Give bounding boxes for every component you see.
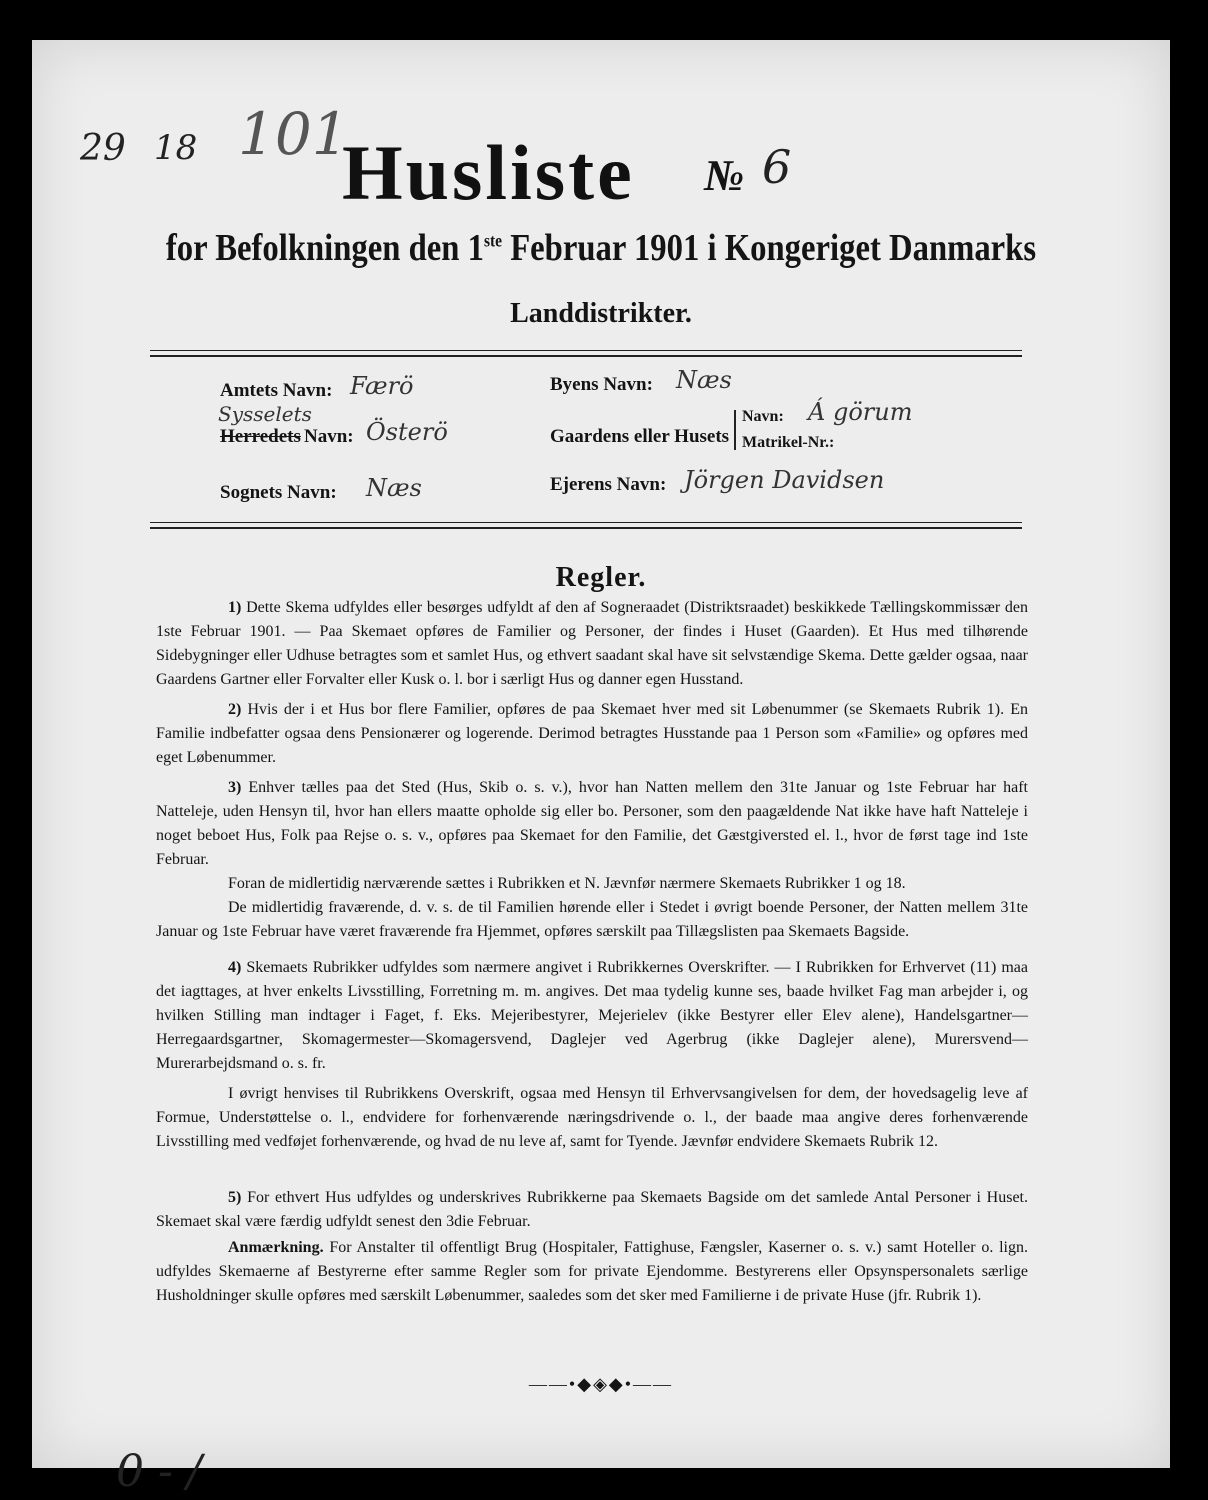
herred-value: Österö: [366, 418, 448, 446]
rule-3-text: Enhver tælles paa det Sted (Hus, Skib o. s. v.), hvor han Natten mellem den 31te Januar og 1ste Februar har haft Natteleje, uden Hensyn til, hvor han ellers maatte opholde sig eller bo. Personer, som den paagældende Nat ikke have haft Natteleje i noget beboet Hus, Folk paa Rejse o. s. v., opføres paa Skemaet for den Familie, det Gæstgiversted el. l., hvor de først tage ind 1ste Februar.: [156, 779, 1028, 868]
bracket: [734, 410, 736, 450]
divider-top: [150, 350, 1022, 357]
document-page: [32, 40, 1170, 1497]
rule-4: [156, 956, 1028, 1076]
subtitle: [112, 226, 1091, 270]
rule-5-text: For ethvert Hus udfyldes og underskrives Rubrikkerne paa Skemaets Bagside om det samlede Antal Personer i Huset. Skemaet skal være færdig udfyldt senest den 3die Februar.: [156, 1189, 1028, 1230]
rules-title: Regler.: [555, 562, 647, 593]
rule-4b: I øvrigt henvises til Rubrikkens Overskrift, ogsaa med Hensyn til Erhvervsangivelsen for dem, der hovedsagelig leve af Formue, Understøttelse o. l., endvidere for forhenværende næringsdrivende o. l., der baade maa angive deres forhenværende Livsstilling med vedføjet forhenværende, og hvad de nu leve af, samt for Tyende. Jævnfør endvidere Skemaets Rubrik 12.: [156, 1085, 1028, 1150]
reference-number-left: 29: [80, 128, 126, 169]
remark-heading: Anmærkning.: [228, 1239, 324, 1256]
rule-2-number: 2): [228, 701, 242, 718]
ornament-divider: ——•◆◈◆•——: [528, 1374, 674, 1394]
rule-3b: Foran de midlertidig nærværende sættes i Rubrikken et N. Jævnfør nærmere Skemaets Rubrikker 1 og 18.: [228, 875, 906, 892]
reference-number-mid: 18: [154, 128, 198, 168]
rule-3: [156, 776, 1028, 872]
herred-suffix: Navn:: [304, 426, 354, 447]
page-title: Husliste: [342, 129, 635, 216]
rule-1-number: 1): [228, 599, 242, 616]
gaard-label: Gaardens eller Husets: [550, 426, 730, 447]
rule-2-text: Hvis der i et Hus bor flere Familier, opføres de paa Skemaet hver med sit Løbenummer (se Skemaets Rubrik 1). En Familie indbefatter ogsaa dens Pensionærer og logerende. Derimod betragtes Husstande paa 1 Person som «Familie» og opføres med eget Løbenummer.: [156, 701, 1028, 766]
subtitle-sup: ste: [483, 230, 503, 251]
syssel-overwrite: Sysselets: [218, 402, 312, 426]
by-value: Næs: [676, 366, 732, 394]
rule-5: [156, 1186, 1028, 1234]
number-value: 6: [762, 140, 792, 194]
sogn-label: Sognets Navn:: [220, 482, 337, 503]
remark: [156, 1236, 1028, 1308]
remark-text: For Anstalter til offentligt Brug (Hospitaler, Fattighuse, Fængsler, Kaserner o. s. v.) samt Hoteller o. lign. udfyldes Skemaerne af Bestyrerne efter samme Regler som for private Ejendomme. Bestyrerens eller Opsynspersonalets særlige Husholdninger skulle opføres med særskilt Løbenummer, saaledes som det sker med Familierne i de private Huse (jfr. Rubrik 1).: [156, 1239, 1028, 1304]
bottom-handwritten-mark: 0 - /: [116, 1446, 202, 1497]
rule-4-text: Skemaets Rubrikker udfyldes som nærmere angivet i Rubrikkernes Overskrifter. — I Rubrikken for Erhvervet (11) maa det iagttages, at hver enkelts Livsstilling, Forretning m. m. angives. Det maa tydelig kunne ses, baade hvilket Fag man arbejder i, og hvilken Stilling man indtager i Faget, f. Eks. Mejeribestyrer, Mejerielev (ikke Bestyrer eller Elev alene), Handelsgartner—Herregaardsgartner, Skomagermester—Skomagersvend, Daglejer ved Agerbrug (ikke Daglejer alene), Murersvend—Murerarbejdsmand o. s. fr.: [156, 959, 1028, 1072]
ejer-label: Ejerens Navn:: [550, 474, 667, 495]
amt-label: Amtets Navn:: [220, 380, 333, 401]
navn-value: Á görum: [808, 398, 913, 426]
subtitle-district: Landdistrikter.: [510, 298, 692, 329]
rule-1: [156, 596, 1028, 692]
subtitle-pre: for Befolkningen den 1: [165, 227, 484, 269]
subtitle-post: Februar 1901 i Kongeriget Danmarks: [502, 227, 1037, 269]
sogn-value: Næs: [366, 474, 422, 502]
herred-label: Herredets: [220, 426, 301, 447]
rule-3-number: 3): [228, 779, 242, 796]
reference-number-right: 101: [238, 100, 349, 168]
rule-3c: De midlertidig fraværende, d. v. s. de til Familien hørende eller i Stedet i øvrigt boende Personer, der Natten mellem 31te Januar og 1ste Februar have været fraværende fra Hjemmet, opføres særskilt paa Tillægslisten paa Skemaets Bagside.: [156, 899, 1028, 940]
amt-value: Færö: [350, 372, 414, 400]
divider-bottom: [150, 522, 1022, 529]
by-label: Byens Navn:: [550, 374, 653, 395]
rule-1-text: Dette Skema udfyldes eller besørges udfyldt af den af Sogneraadet (Distriktsraadet) beskikkede Tællingskommissær den 1ste Februar 1901. — Paa Skemaet opføres de Familier og Personer, der findes i Huset (Gaarden). Et Hus med tilhørende Sidebygninger eller Udhuse betragtes som et samlet Hus, og ethvert saadant skal have sit selvstændige Skema. Dette gælder ogsaa, naar Gaardens Gartner eller Forvalter eller Kusk o. l. bor i særligt Hus og danner egen Husstand.: [156, 599, 1028, 688]
matrikel-label: Matrikel-Nr.:: [742, 434, 835, 451]
navn-label: Navn:: [742, 408, 784, 425]
ejer-value: Jörgen Davidsen: [684, 466, 885, 494]
rule-5-number: 5): [228, 1189, 242, 1206]
number-label: №: [704, 151, 745, 200]
rule-2: [156, 698, 1028, 770]
rule-4-number: 4): [228, 959, 242, 976]
